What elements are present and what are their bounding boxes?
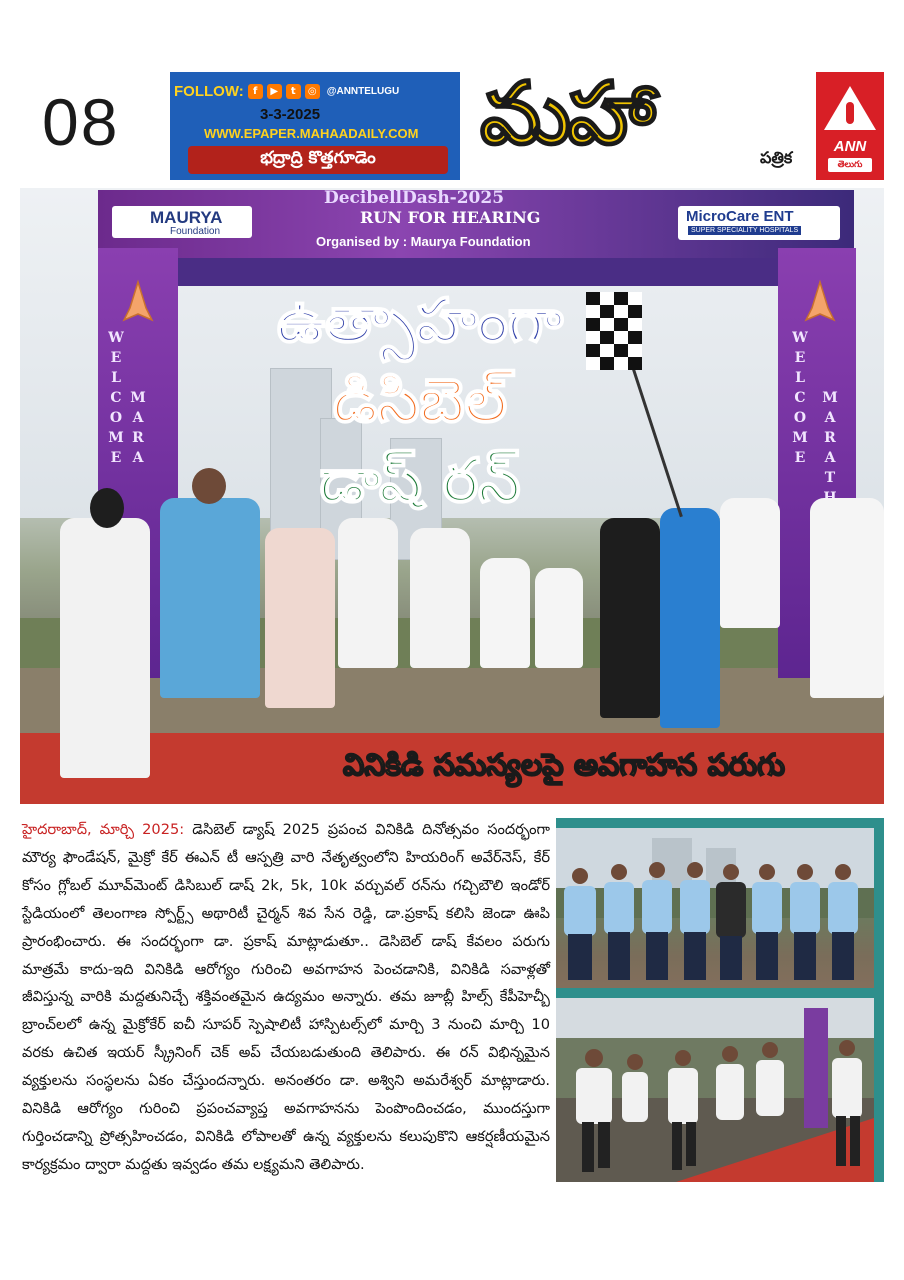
- page-number: 08: [42, 85, 120, 159]
- runner: [480, 558, 530, 668]
- paper-name: మహా: [480, 72, 652, 164]
- page-number-box: [20, 72, 170, 180]
- arch-subtitle: RUN FOR HEARING: [360, 208, 541, 227]
- sponsor-right-name: MicroCare ENT: [686, 208, 794, 225]
- twitter-icon[interactable]: t: [286, 84, 301, 99]
- runner: [338, 518, 398, 668]
- paper-logo: [460, 72, 816, 180]
- microphone-icon: [846, 102, 854, 124]
- article-paragraph: [22, 816, 550, 1179]
- pillar-right-text-2: M A R A T: [822, 390, 838, 486]
- runner: [600, 518, 660, 718]
- social-follow-row: [174, 80, 399, 102]
- headline-line-3: డాష్ రన్: [319, 446, 521, 516]
- runner: [810, 498, 884, 698]
- issue-date: 3-3-2025: [260, 106, 321, 123]
- headline-line-2: డిసిబెల్: [332, 366, 508, 436]
- run-photo-illustration: [556, 998, 874, 1182]
- pillar-left-text-2: M A R A: [130, 390, 146, 466]
- dateline: హైదరాబాద్, మార్చి 2025:: [22, 821, 185, 838]
- article-body: [22, 816, 550, 1179]
- pillar-right-text-1: W E L C O M E: [792, 330, 808, 466]
- namaste-hands-icon: [798, 278, 842, 324]
- group-photo-illustration: [556, 828, 874, 988]
- ann-logo: [816, 72, 884, 180]
- social-handle[interactable]: @ANNTELUGU: [326, 85, 400, 97]
- edition-city: భద్రాద్రి కొత్తగూడెం: [260, 148, 376, 168]
- youtube-icon[interactable]: ▶: [267, 84, 282, 99]
- facebook-icon[interactable]: f: [248, 84, 263, 99]
- runner: [535, 568, 583, 668]
- pillar-left-text-1: W E L C O M E: [108, 330, 124, 466]
- side-photo-run: [556, 998, 874, 1182]
- paper-suffix: పత్రిక: [760, 148, 793, 167]
- arch-title: DecibellDash-2025: [324, 188, 505, 208]
- ann-logo-text: ANN: [833, 138, 867, 155]
- inner-arch-banner: [178, 258, 778, 286]
- epaper-website[interactable]: WWW.EPAPER.MAHAADAILY.COM: [204, 126, 419, 141]
- sponsor-right-sub: SUPER SPECIALITY HOSPITALS: [688, 226, 801, 235]
- runner: [410, 528, 470, 668]
- photo-caption: వినికిడి సమస్యలపై అవగాహన పరుగు: [343, 748, 785, 783]
- runner: [720, 498, 780, 628]
- runner: [660, 508, 720, 728]
- side-photo-group: [556, 828, 874, 988]
- main-event-photo: [20, 188, 884, 804]
- namaste-hands-icon: [116, 278, 160, 324]
- sponsor-left-name: MAURYA: [150, 208, 223, 227]
- follow-label: FOLLOW:: [174, 82, 244, 100]
- arch-organiser: Organised by : Maurya Foundation: [316, 234, 531, 249]
- sponsor-left-sub: Foundation: [170, 226, 221, 237]
- instagram-icon[interactable]: ◎: [305, 84, 320, 99]
- headline-line-1: ఉత్సాహంగా: [276, 286, 564, 356]
- runner-head: [90, 488, 124, 528]
- runner: [265, 528, 335, 708]
- ann-logo-sub: తెలుగు: [828, 158, 872, 172]
- arch-banner: [98, 190, 854, 266]
- article-text: డెసిబెల్ డ్యాష్ 2025 ప్రపంచ వినికిడి దినోత్సవం సందర్భంగా మౌర్య ఫౌండేషన్, మైక్రో కేర్ ఈఎన్ టీ ఆస్పత్రి వారి నేతృత్వంలోని హియరింగ్ అవేర్‌నెస్, కేర్ కోసం గ్లోబల్ మూవ్‌మెంట్ డిసిబుల్ డాష్ 2k, 5k, 10k వర్చువల్ రన్‌ను గచ్చిబౌలి ఇండోర్ స్టేడియంలో తెలంగాణ స్పోర్ట్స్ అథారిటీ చైర్మన్ శివ సేన రెడ్డి, డా.ప్రకాష్ కలిసి జెండా ఊపి ప్రారంభించారు. ఈ సందర్భంగా డా. ప్రకాష్ మాట్లాడుతూ.. డెసిబెల్ డాష్ కేవలం పరుగు మాత్రమే కాదు-ఇది వినికిడి ఆరోగ్యం గురించి అవగాహన పెంచడానికి, వినికిడి సవాళ్లతో జీవిస్తున్న వారికి మద్దతునిచ్చే శక్తివంతమైన ఉద్యమం అన్నారు. తమ జూబ్లీ హిల్స్ కేపీహెచ్బీ బ్రాంచ్‌లలో ఉన్న మైక్రోకేర్ ఐచీ సూపర్ స్పెషాలిటీ హాస్పిటల్స్‌లో మార్చి 3 నుంచి మార్చి 10 వరకు ఉచిత ఇయర్ స్క్రీనింగ్ చెక్ అప్ చేయబడుతుంది తెలిపారు. ఈ రన్ విభిన్నమైన వ్యక్తులను సంస్థలను ఏకం చేస్తుందన్నారు. అనంతరం డా. అశ్విని అమరేశ్వర్ మాట్లాడారు. వినికిడి ఆరోగ్యం గురించి ప్రపంచవ్యాప్త అవగాహనను పెంపొందించడం, ముందస్తుగా గుర్తించడాన్ని ప్రోత్సహించడం, వినికిడి లోపాలతో ఉన్న వ్యక్తులను కలుపుకొని ఆకర్షణీయమైన కార్యక్రమం ద్వారా మద్దతు ఇవ్వడం తమ లక్ష్యమని తెలిపారు.: [22, 821, 550, 1173]
- runner: [60, 518, 150, 778]
- masthead: [20, 72, 884, 180]
- runner-head: [192, 468, 226, 504]
- edition-bar: [188, 146, 448, 174]
